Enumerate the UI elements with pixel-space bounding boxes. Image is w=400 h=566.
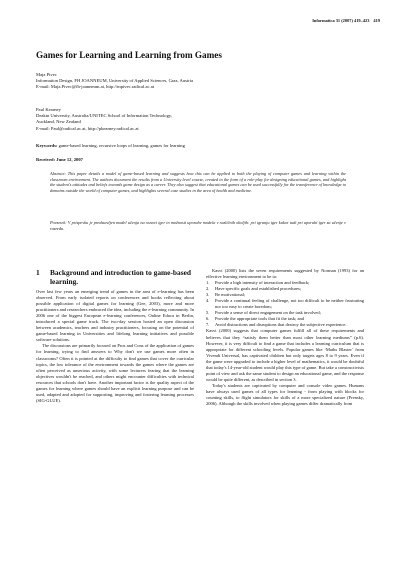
author-contact: E-mail: Paul@radical.ac.at, http://pkearney.radical.ac.at	[36, 125, 139, 131]
author-contact: E-mail: Maja.Pivec@fh-joanneum.at, http://mpivec.radical.ac.at	[36, 84, 155, 90]
page-number: 419	[373, 18, 380, 23]
body-paragraph: Over last few years an emerging trend of games in the area of e-learning has been observed. From early isolated reports on conferences and books reflecting about possible application of digital games for learning (Gee, 2003), more and more practitioners and researchers embraced the idea, including the e-learning community. In 2006 one of the biggest European e-learning conferences, Online Educa in Berlin, introduced a special game track. The two-day session hosted an open discussion between academics, teachers and industry practitioners, focusing on the potential of game-based learning in Universities and lifelong learning initiatives and possible software solutions.	[36, 289, 194, 343]
running-header	[308, 18, 380, 23]
list-item: 5. Provide a sense of direct engagement on the task involved;	[206, 310, 321, 316]
section-number: 1	[36, 268, 40, 277]
povzetek: Povzetek: V prispevku je predstavljen model učenja na osnovi iger in možnosti uporabe modela v različnih okoljih: pri igranju iger kakor tudi pri uporabi iger za učenje v razredu.	[50, 220, 346, 231]
list-item: 4. Provide a continual feeling of challenge, not too difficult to be neither frustrating nor too easy to create boredom;	[206, 298, 364, 310]
left-column	[36, 268, 194, 404]
author-affiliation-line2: Auckland, New Zealand	[36, 119, 81, 125]
body-paragraph: Kasvi (2000) lists the seven requirements suggested by Norman (1993) for an effective learning environment to be to:	[206, 268, 364, 280]
author-affiliation: Information Design, FH JOANNEUM, University of Applied Sciences, Graz, Austria	[36, 78, 194, 84]
journal-citation: Informatica 31 (2007) 419–423	[312, 18, 370, 23]
keywords	[36, 143, 366, 149]
author-block-1	[36, 72, 366, 91]
list-item: 7. Avoid distractions and disruptions that destroy the subjective experience.	[206, 322, 347, 328]
abstract: Abstract: This paper details a model of game-based learning and suggests how this can be applied to both the playing of computer games and learning within the classroom environment. The authors document the results from a University level course, created in the form of a role-play for designing educational games, and highlight the student's attitudes and beliefs towards game design as a career. They also suggest that educational games can be used successfully for the transference of knowledge to domains outside the world of computer games, and highlights several case studies in the area of health and medicine.	[50, 171, 346, 193]
list-item: 2. Have specific goals and established procedures;	[206, 286, 302, 292]
paper-title: Games for Learning and Learning from Games	[36, 50, 222, 60]
keywords-text: game-based learning, recursive loops of learning, games for learning	[58, 143, 185, 148]
body-paragraph: The discussions are primarily focused on Pros and Cons of the application of games for learning, trying to find answers to Why don't we use games more often in classrooms? Often it is pointed at the difficulty to find games that cover the curricular topics, the low tolerance of the environment towards the games where the games are often perceived as unserious activity, with some lecturers fearing that the learning objectives wouldn't be reached, and others might encounter difficulties with technical resources that schools don't have. Another important factor is the quality aspect of the games for learning where games should have an explicit learning purpose and can be used, adapted and adopted for supporting, improving and fostering learning processes (SIG-GLUE).	[36, 343, 194, 403]
list-item: 6. Provide the appropriate tools that fit the task; and	[206, 316, 304, 322]
body-paragraph: Today's students are captivated by computer and console video games. Humans have always used games of all types for learning - from playing with blocks for counting skills, to flight simulators for skills of a more specialized nature (Prensky, 2006). Although the skills involved when playing games differ dramatically from	[206, 382, 364, 407]
section-heading	[36, 268, 194, 286]
list-item: 3. Be motivational;	[206, 292, 246, 298]
right-column	[206, 268, 364, 407]
keywords-label: Keywords:	[36, 143, 58, 148]
section-title: Background and introduction to game-based learning.	[50, 268, 191, 286]
author-name: Maja Pivec	[36, 72, 57, 77]
author-block-2	[36, 107, 366, 132]
author-affiliation: Deakin University, Australia/UNITEC School of Information Technology,	[36, 113, 173, 119]
received-date: Received: June 12, 2007	[36, 157, 83, 162]
list-item: 1. Provide a high intensity of interaction and feedback;	[206, 280, 310, 286]
requirements-list	[206, 280, 364, 328]
body-paragraph: Kasvi (2000) suggests that computer games fulfill all of these requirements and believes that they “satisfy them better than most other learning mediums” (p.6). However, it is very difficult to find a game that includes a learning curriculum that is appropriate for different schooling levels. Popular games like ‘Maths Blaster’ from Vivendi Universal, has captivated children but only targets ages 8 to 9 years. Even if the game were upgraded to include a higher level of mathematics, it would be doubtful that today's 14-year-old student would play this type of game. But take a constructivists point of view and ask the same student to design an educational game, and the response would be quite different, as described in section 3.	[206, 328, 364, 382]
author-name: Paul Kearney	[36, 107, 61, 112]
